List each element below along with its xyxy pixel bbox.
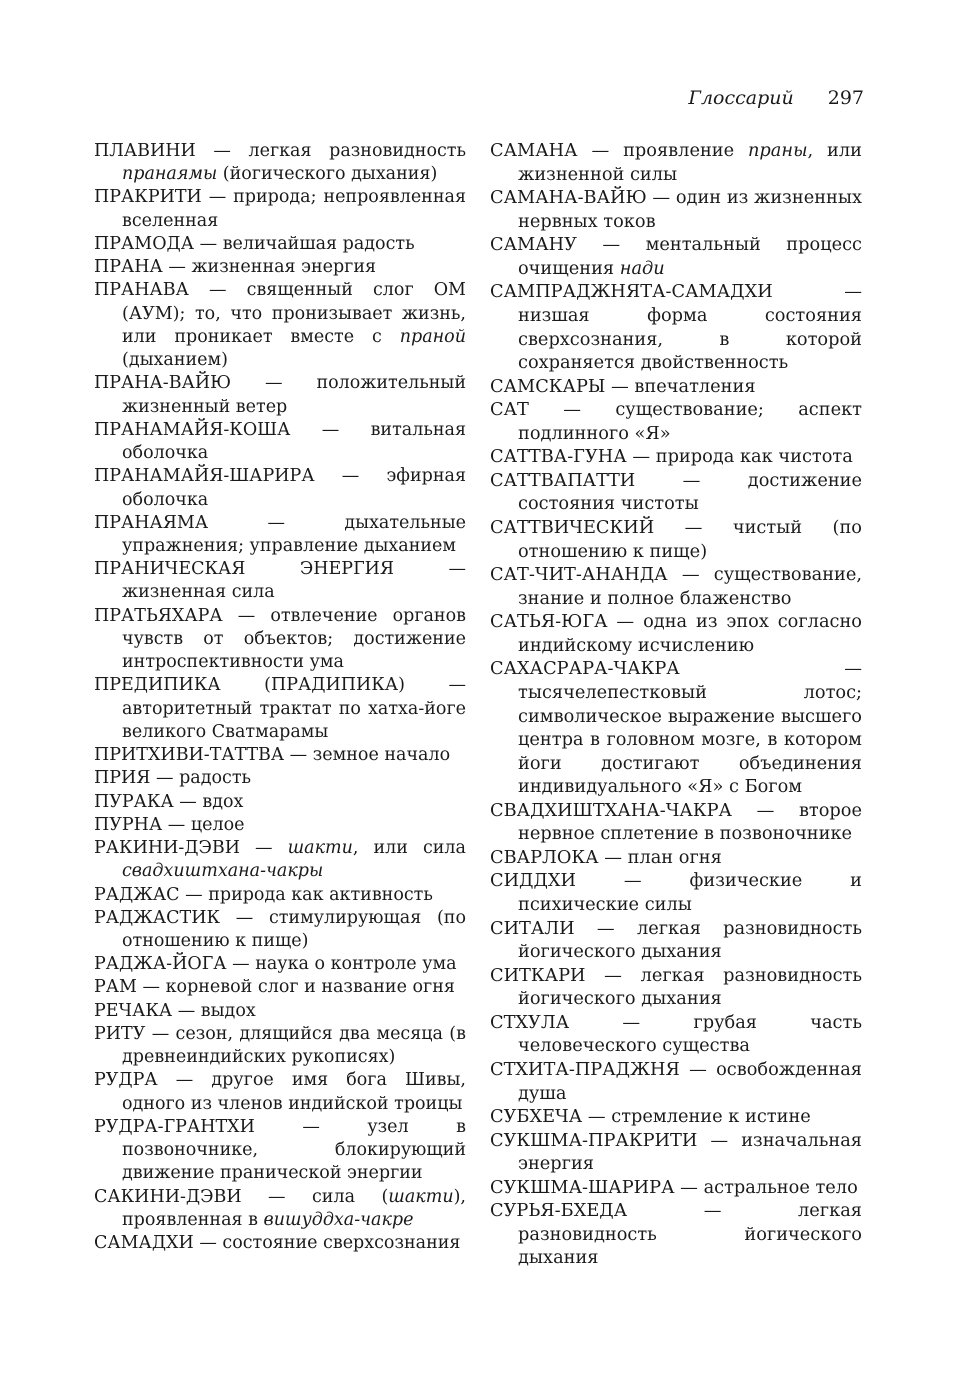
definition-segment: природа как чистота [655,447,853,468]
glossary-entry: СУКШМА-ШАРИРА — астральное тело [490,1177,858,1198]
glossary-entry: СИДДХИ — физические и психические силы [490,871,862,915]
glossary-entry: РАДЖАС — природа как активность [94,884,433,905]
glossary-entry: ПРИЯ — радость [94,768,252,789]
definition-segment: жизненная сила [122,582,275,603]
glossary-term: САКИНИ-ДЭВИ [94,1186,242,1207]
glossary-definition [255,954,456,974]
definition-segment: план огня [627,847,722,868]
definition-segment: отвлечение органов чувств от объектов; достижение интроспективности ума [122,605,466,673]
definition-segment: (йогического дыхания) [217,164,438,185]
definition-segment: другое имя бога Шивы, одного из членов индийской троицы [122,1070,466,1114]
definition-italic-segment: праной [399,326,466,347]
glossary-entry: ПРАМОДА — величайшая радость [94,233,415,254]
glossary-entry: РАДЖАСТИК — стимулирующая (по отношению к пище) [94,907,466,951]
definition-segment: существование; аспект подлинного «Я» [518,400,862,444]
glossary-term: ПЛАВИНИ [94,141,196,161]
definition-segment: величайшая радость [222,233,415,254]
glossary-definition [704,1178,858,1198]
definition-segment: дыхательные упражнения; управление дыханием [122,512,466,556]
definition-segment: радость [179,768,252,789]
definition-segment: , или жизненной силы [518,141,862,185]
glossary-entry: ПРАНАВА — священный слог ОМ (АУМ); то, что пронизывает жизнь, или проникает вместе с праной (дыханием) [94,280,466,371]
glossary-term: РУДРА-ГРАНТХИ [94,1116,255,1137]
glossary-definition [122,1070,466,1113]
definition-segment: легкая разновидность йогического дыхания [518,918,862,963]
definition-segment: существование, знание и полное блаженство [518,565,862,609]
glossary-term: СТХИТА-ПРАДЖНЯ [490,1059,680,1080]
definition-segment: целое [190,814,245,835]
glossary-entry: ПРИТХИВИ-ТАТТВА — земное начало [94,745,451,766]
definition-segment: чистый (по отношению к пище) [518,518,862,562]
definition-segment: второе нервное сплетение в позвоночнике [518,800,862,845]
glossary-definition [202,792,243,812]
definition-segment: корневой слог и название огня [165,977,455,998]
glossary-term: СИТКАРИ [490,965,586,986]
definition-segment: вдох [202,791,244,812]
definition-segment: проявление [623,141,748,161]
glossary-term: САТТВИЧЕСКИЙ [490,518,655,538]
glossary-entry: ПУРАКА — вдох [94,791,244,812]
glossary-term: РАКИНИ-ДЭВИ [94,838,241,859]
definition-segment: состояние сверхсознания [222,1233,461,1254]
glossary-entry: ПРАНА-ВАЙЮ — положительный жизненный ветер [94,373,466,417]
glossary-entry: РУДРА — другое имя бога Шивы, одного из членов индийской троицы [94,1070,466,1114]
glossary-entry: САМАНА-ВАЙЮ — один из жизненных нервных токов [490,188,862,232]
definition-segment: наука о контроле ума [255,954,457,975]
definition-segment: легкая разновидность [248,141,466,161]
page-number: 297 [827,87,864,109]
definition-segment: стремление к истине [611,1107,811,1128]
definition-italic-segment: нади [619,258,665,279]
glossary-term: ПРАНА [94,257,163,278]
definition-segment: легкая разновидность йогического дыхания [518,965,862,1010]
definition-italic-segment: шакти [287,838,353,859]
glossary-term: СВАРЛОКА [490,847,599,868]
glossary-term: ПРАМОДА [94,233,195,254]
glossary-entry: СВАДХИШТХАНА-ЧАКРА — второе нервное сплетение в позвоночнике [490,800,862,845]
glossary-term: САМАНУ [490,235,577,256]
glossary-term: СИТАЛИ [490,918,575,939]
definition-segment: низшая форма состояния сверхсознания, в которой сохраняется двойственность [518,305,862,374]
glossary-entry: СВАРЛОКА — план огня [490,847,722,868]
definition-segment: священный слог ОМ (АУМ); то, что пронизывает жизнь, или проникает вместе с [122,280,466,347]
glossary-entry: СТХИТА-ПРАДЖНЯ — освобожденная душа [490,1059,862,1104]
glossary-term: ПРИЯ [94,768,151,789]
glossary-definition [611,1107,811,1127]
glossary-entry: САТ — существование; аспект подлинного «Я» [490,400,862,444]
glossary-definition [634,377,755,397]
glossary-term: САТТВА-ГУНА [490,447,627,468]
glossary-definition [191,815,245,835]
glossary-definition [191,257,376,277]
definition-italic-segment: свадхиштхана-чакры [122,861,324,882]
glossary-term: СИДДХИ [490,871,577,892]
glossary-entry: СУРЬЯ-БХЕДА — легкая разновидность йогического дыхания [490,1201,862,1269]
glossary-definition [518,400,862,444]
glossary-term: СТХУЛА [490,1012,570,1033]
glossary-definition [201,1001,256,1021]
definition-segment: узел в позвоночнике, блокирующий движение пранической энергии [122,1116,466,1184]
glossary-term: ПРАТЬЯХАРА [94,605,223,626]
glossary-definition [166,977,455,997]
glossary-term: ПРАНАМАЙЯ-ШАРИРА [94,466,315,487]
definition-segment: одна из эпох согласно индийскому исчислению [518,612,862,656]
glossary-entry: СУКШМА-ПРАКРИТИ — изначальная энергия [490,1130,862,1175]
definition-italic-segment: пранаямы [122,164,218,185]
glossary-definition [518,306,862,373]
glossary-entry: САХАСРАРА-ЧАКРА — тысячелепестковый лотос; символическое выражение высшего центра в головном мозге, в котором йоги достигают объединения индивидуального «Я» с Богом [490,659,862,798]
definition-segment: достижение состояния чистоты [518,470,862,515]
glossary-term: РАДЖА-ЙОГА [94,954,227,975]
glossary-entry: ПУРНА — целое [94,814,245,835]
definition-segment: физические и психические силы [518,871,862,915]
glossary-term: ПРАНА-ВАЙЮ [94,373,231,394]
definition-segment: тысячелепестковый лотос; символическое выражение высшего центра в головном мозге, в котором йоги достигают объединения индивидуального «Я» с Богом [518,682,862,798]
definition-segment: изначальная энергия [518,1130,862,1175]
glossary-term: ПУРАКА [94,791,174,812]
glossary-entry: РАКИНИ-ДЭВИ — шакти, или сила свадхиштхана-чакры [94,838,466,882]
definition-segment: земное начало [312,745,451,766]
glossary-entry: СИТАЛИ — легкая разновидность йогического дыхания [490,918,862,963]
glossary-definition [122,1024,466,1067]
definition-segment: стимулирующая (по отношению к пище) [122,907,466,951]
glossary-term: САМАНА [490,141,578,161]
glossary-entry: САТТВИЧЕСКИЙ — чистый (по отношению к пище) [490,518,862,562]
glossary-term: РАДЖАСТИК [94,907,221,928]
glossary-entry: ПЛАВИНИ — легкая разновидность пранаямы (йогического дыхания) [94,141,466,185]
glossary-definition [518,1013,862,1057]
glossary-term: САМАДХИ [94,1233,194,1254]
definition-italic-segment: шакти [388,1186,454,1207]
glossary-entry: РЕЧАКА — выдох [94,1000,256,1021]
definition-segment: грубая часть человеческого существа [518,1012,862,1057]
glossary-entry: РАДЖА-ЙОГА — наука о контроле ума [94,954,457,975]
definition-segment: (дыханием) [122,350,228,371]
glossary-definition [313,745,450,765]
glossary-term: РИТУ [94,1023,146,1044]
glossary-term: СУРЬЯ-БХЕДА [490,1201,628,1222]
glossary-term: ПРАНИЧЕСКАЯ ЭНЕРГИЯ [94,559,395,580]
definition-segment: природа как активность [208,884,433,905]
definition-segment: витальная оболочка [122,419,466,464]
glossary-entry: САМАДХИ — состояние сверхсознания [94,1233,461,1254]
definition-segment: положительный жизненный ветер [122,373,466,417]
glossary-term: САМПРАДЖНЯТА-САМАДХИ [490,282,773,303]
glossary-term: ПРАНАЯМА [94,512,209,533]
glossary-entry: РАМ — корневой слог и название огня [94,977,455,998]
definition-italic-segment: вишуддха-чакре [263,1209,414,1230]
glossary-entry: САМСКАРЫ — впечатления [490,376,756,397]
glossary-definition [122,582,275,602]
definition-segment: сезон, длящийся два месяца (в древнеиндийских рукописях) [122,1023,466,1068]
glossary-entry: РИТУ — сезон, длящийся два месяца (в древнеиндийских рукописях) [94,1023,466,1068]
glossary-entry: САТЬЯ-ЮГА — одна из эпох согласно индийскому исчислению [490,612,862,656]
glossary-term: САХАСРАРА-ЧАКРА [490,659,680,680]
glossary-term: ПРАКРИТИ [94,187,202,208]
glossary-term: РАДЖАС [94,884,180,905]
glossary-entry: СУБХЕЧА — стремление к истине [490,1107,811,1128]
glossary-definition [179,768,251,788]
glossary-entry: САТ-ЧИТ-АНАНДА — существование, знание и полное блаженство [490,565,862,609]
glossary-term: РАМ [94,977,137,998]
glossary-entry: САКИНИ-ДЭВИ — сила (шакти), проявленная в вишуддха-чакре [94,1186,466,1230]
glossary-entry: ПРАНАМАЙЯ-КОША — витальная оболочка [94,419,466,464]
glossary-term: САТЬЯ-ЮГА [490,612,608,633]
glossary-entry: САМАНА — проявление праны, или жизненной силы [490,141,862,185]
glossary-term: САТТВАПАТТИ [490,470,636,491]
definition-segment: легкая разновидность йогического дыхания [518,1201,862,1269]
definition-segment: сила ( [312,1186,389,1207]
glossary-term: СУБХЕЧА [490,1107,583,1128]
glossary-right-column [490,140,862,1271]
glossary-term: САМСКАРЫ [490,376,606,397]
glossary-entry: САМПРАДЖНЯТА-САМАДХИ — низшая форма состояния сверхсознания, в которой сохраняется двойственность [490,282,862,374]
glossary-entry: ПРАНИЧЕСКАЯ ЭНЕРГИЯ — жизненная сила [94,559,466,603]
glossary-entry: ПРАНАЯМА — дыхательные упражнения; управление дыханием [94,512,466,556]
glossary-entry: СТХУЛА — грубая часть человеческого существа [490,1012,862,1057]
glossary-entry: ПРЕДИПИКА (ПРАДИПИКА) — авторитетный трактат по хатха-йоге великого Сватмарамы [94,675,466,742]
glossary-entry: РУДРА-ГРАНТХИ — узел в позвоночнике, блокирующий движение пранической энергии [94,1116,466,1184]
glossary-entry: ПРАНАМАЙЯ-ШАРИРА — эфирная оболочка [94,466,466,510]
glossary-left-column [94,140,466,1255]
glossary-entry: САТТВАПАТТИ — достижение состояния чистоты [490,470,862,515]
definition-segment: жизненная энергия [191,257,377,278]
glossary-term: СУКШМА-ПРАКРИТИ [490,1130,698,1151]
definition-segment: астральное тело [703,1177,858,1198]
glossary-term: СУКШМА-ШАРИРА [490,1177,675,1198]
definition-segment: впечатления [634,376,756,397]
glossary-term: ПУРНА [94,814,163,835]
glossary-entry: ПРАКРИТИ — природа; непроявленная вселенная [94,187,466,231]
glossary-entry: САТТВА-ГУНА — природа как чистота [490,447,853,468]
definition-segment: освобожденная душа [518,1059,862,1104]
glossary-term: РЕЧАКА [94,1000,173,1021]
glossary-term: СВАДХИШТХАНА-ЧАКРА [490,800,732,821]
definition-segment: , или сила [352,838,466,859]
running-header-title: Глоссарий [688,87,794,109]
glossary-entry: ПРАТЬЯХАРА — отвлечение органов чувств от объектов; достижение интроспективности ума [94,605,466,673]
definition-segment: один из жизненных нервных токов [518,188,862,232]
definition-segment: природа; непроявленная вселенная [122,187,466,231]
glossary-entry: ПРАНА — жизненная энергия [94,257,377,278]
glossary-definition [656,447,853,467]
glossary-term: ПРИТХИВИ-ТАТТВА [94,745,285,766]
glossary-term: САТ-ЧИТ-АНАНДА [490,565,668,586]
glossary-term: ПРАНАВА [94,280,189,301]
definition-italic-segment: праны [748,141,808,161]
glossary-definition [222,1233,460,1253]
glossary-definition [518,683,862,797]
definition-segment: ), проявленная в [122,1186,466,1230]
definition-segment: выдох [200,1000,256,1021]
definition-segment: эфирная оболочка [122,466,466,510]
glossary-entry: СИТКАРИ — легкая разновидность йогического дыхания [490,965,862,1010]
glossary-term: РУДРА [94,1070,158,1091]
glossary-term: ПРАНАМАЙЯ-КОША [94,419,291,440]
definition-segment: ментальный процесс очищения [518,235,862,279]
glossary-entry: САМАНУ — ментальный процесс очищения нади [490,235,862,279]
glossary-definition [122,699,466,742]
definition-segment: авторитетный трактат по хатха-йоге великого Сватмарамы [122,698,466,742]
glossary-term: САМАНА-ВАЙЮ [490,188,647,209]
glossary-definition [223,234,415,254]
glossary-term: САТ [490,400,529,421]
glossary-definition [208,885,433,905]
glossary-term: ПРЕДИПИКА (ПРАДИПИКА) [94,675,405,696]
running-header [688,86,864,110]
glossary-definition [628,848,722,868]
